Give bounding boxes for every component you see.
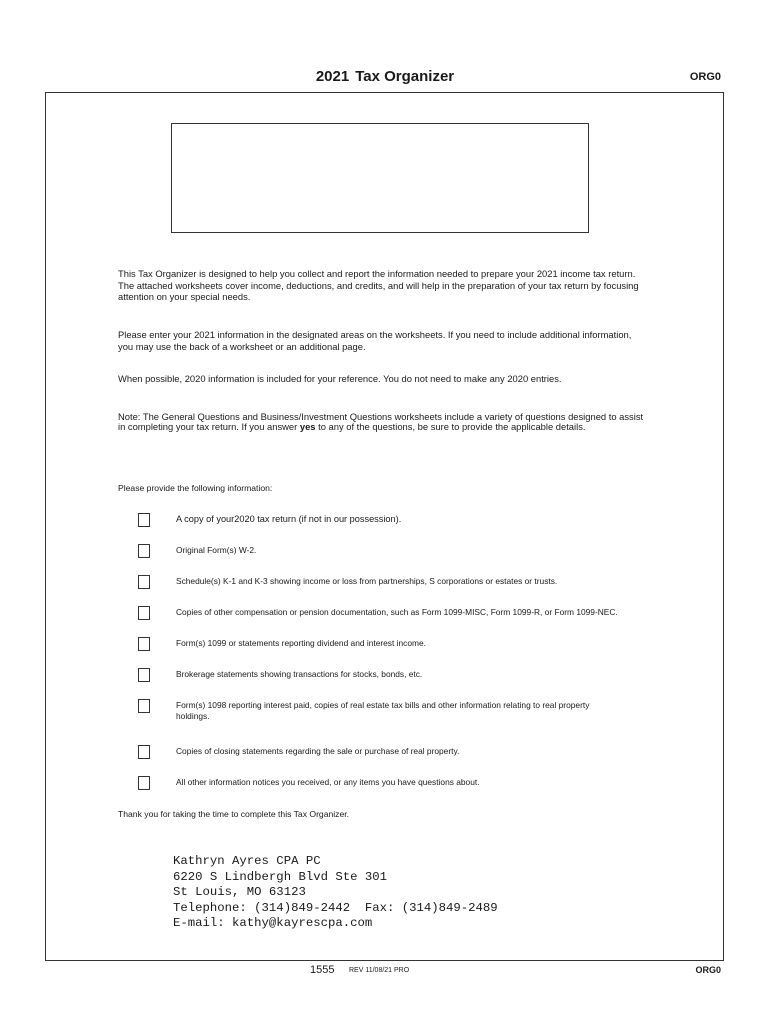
page-title (0, 68, 770, 85)
checklist-item-1099 (138, 637, 668, 651)
checklist-item-label: Copies of other compensation or pension documentation, such as Form 1099-MISC, Form 1099-R, or Form 1099-NEC. (176, 607, 618, 617)
checklist-item-label: A copy of your2020 tax return (if not in our possession). (176, 514, 402, 524)
checkbox[interactable] (138, 606, 150, 620)
checklist-item-label: Copies of closing statements regarding the sale or purchase of real property. (176, 746, 460, 756)
preparer-street: 6220 S Lindbergh Blvd Ste 301 (173, 869, 388, 884)
form-code-footer: ORG0 (695, 965, 721, 975)
checkbox[interactable] (138, 699, 150, 713)
checklist-item-closing-statements (138, 745, 668, 759)
checklist-item-1098 (138, 699, 668, 721)
intro-paragraph-2: Please enter your 2021 information in the designated areas on the worksheets. If you need to include additional information, you may use the back of a worksheet or an additional page. (118, 329, 632, 352)
checklist-item-brokerage (138, 668, 668, 682)
checkbox[interactable] (138, 668, 150, 682)
checklist-item-label: Form(s) 1098 reporting interest paid, copies of real estate tax bills and other information relating to real property holdings. (176, 700, 590, 721)
title-year: 2021 (315, 68, 350, 85)
checklist-item-label: All other information notices you received, or any items you have questions about. (176, 777, 480, 787)
checklist-item-label: Schedule(s) K-1 and K-3 showing income or loss from partnerships, S corporations or estates or trusts. (176, 576, 558, 586)
checklist-item-k1 (138, 575, 668, 589)
checkbox[interactable] (138, 637, 150, 651)
footer-form-number: 1555 (310, 964, 335, 976)
form-code-header: ORG0 (689, 71, 721, 83)
preparer-name: Kathryn Ayres CPA PC (173, 854, 321, 868)
checklist-item-other (138, 776, 668, 790)
checkbox[interactable] (138, 513, 150, 527)
checklist-item-label: Brokerage statements showing transactions for stocks, bonds, etc. (176, 669, 423, 679)
intro-paragraph-1: This Tax Organizer is designed to help you collect and report the information needed to prepare your 2021 income tax return. The attached worksheets cover income, deductions, and credits, and will help in the preparation of your tax return by focusing attention on your special needs. (118, 268, 639, 302)
footer-revision: REV 11/08/21 PRO (349, 967, 410, 974)
checklist-prompt: Please provide the following information: (118, 483, 273, 493)
client-address-box (171, 123, 589, 233)
checklist-item-compensation (138, 606, 668, 620)
checklist-item-prior-return (138, 513, 668, 527)
intro-paragraph-note: Note: The General Questions and Business/Investment Questions worksheets include a variety of questions designed to assist in completing your tax return. If you answer yes to any of the questions, be sure to provide the applicable details. (118, 411, 644, 432)
checklist-item-w2 (138, 544, 668, 558)
preparer-city: St Louis, MO 63123 (173, 885, 306, 899)
checklist-item-label: Original Form(s) W-2. (176, 545, 257, 555)
closing-text: Thank you for taking the time to complete this Tax Organizer. (118, 809, 350, 819)
checkbox[interactable] (138, 776, 150, 790)
checkbox[interactable] (138, 575, 150, 589)
checklist-item-label: Form(s) 1099 or statements reporting dividend and interest income. (176, 638, 426, 648)
preparer-email: E-mail: kathy@kayrescpa.com (173, 916, 373, 930)
title-text: Tax Organizer (355, 68, 455, 85)
preparer-phone: Telephone: (314)849-2442 Fax: (314)849-2489 (173, 900, 498, 915)
preparer-address (173, 854, 498, 932)
intro-paragraph-3: When possible, 2020 information is included for your reference. You do not need to make any 2020 entries. (118, 373, 562, 384)
checkbox[interactable] (138, 745, 150, 759)
checkbox[interactable] (138, 544, 150, 558)
